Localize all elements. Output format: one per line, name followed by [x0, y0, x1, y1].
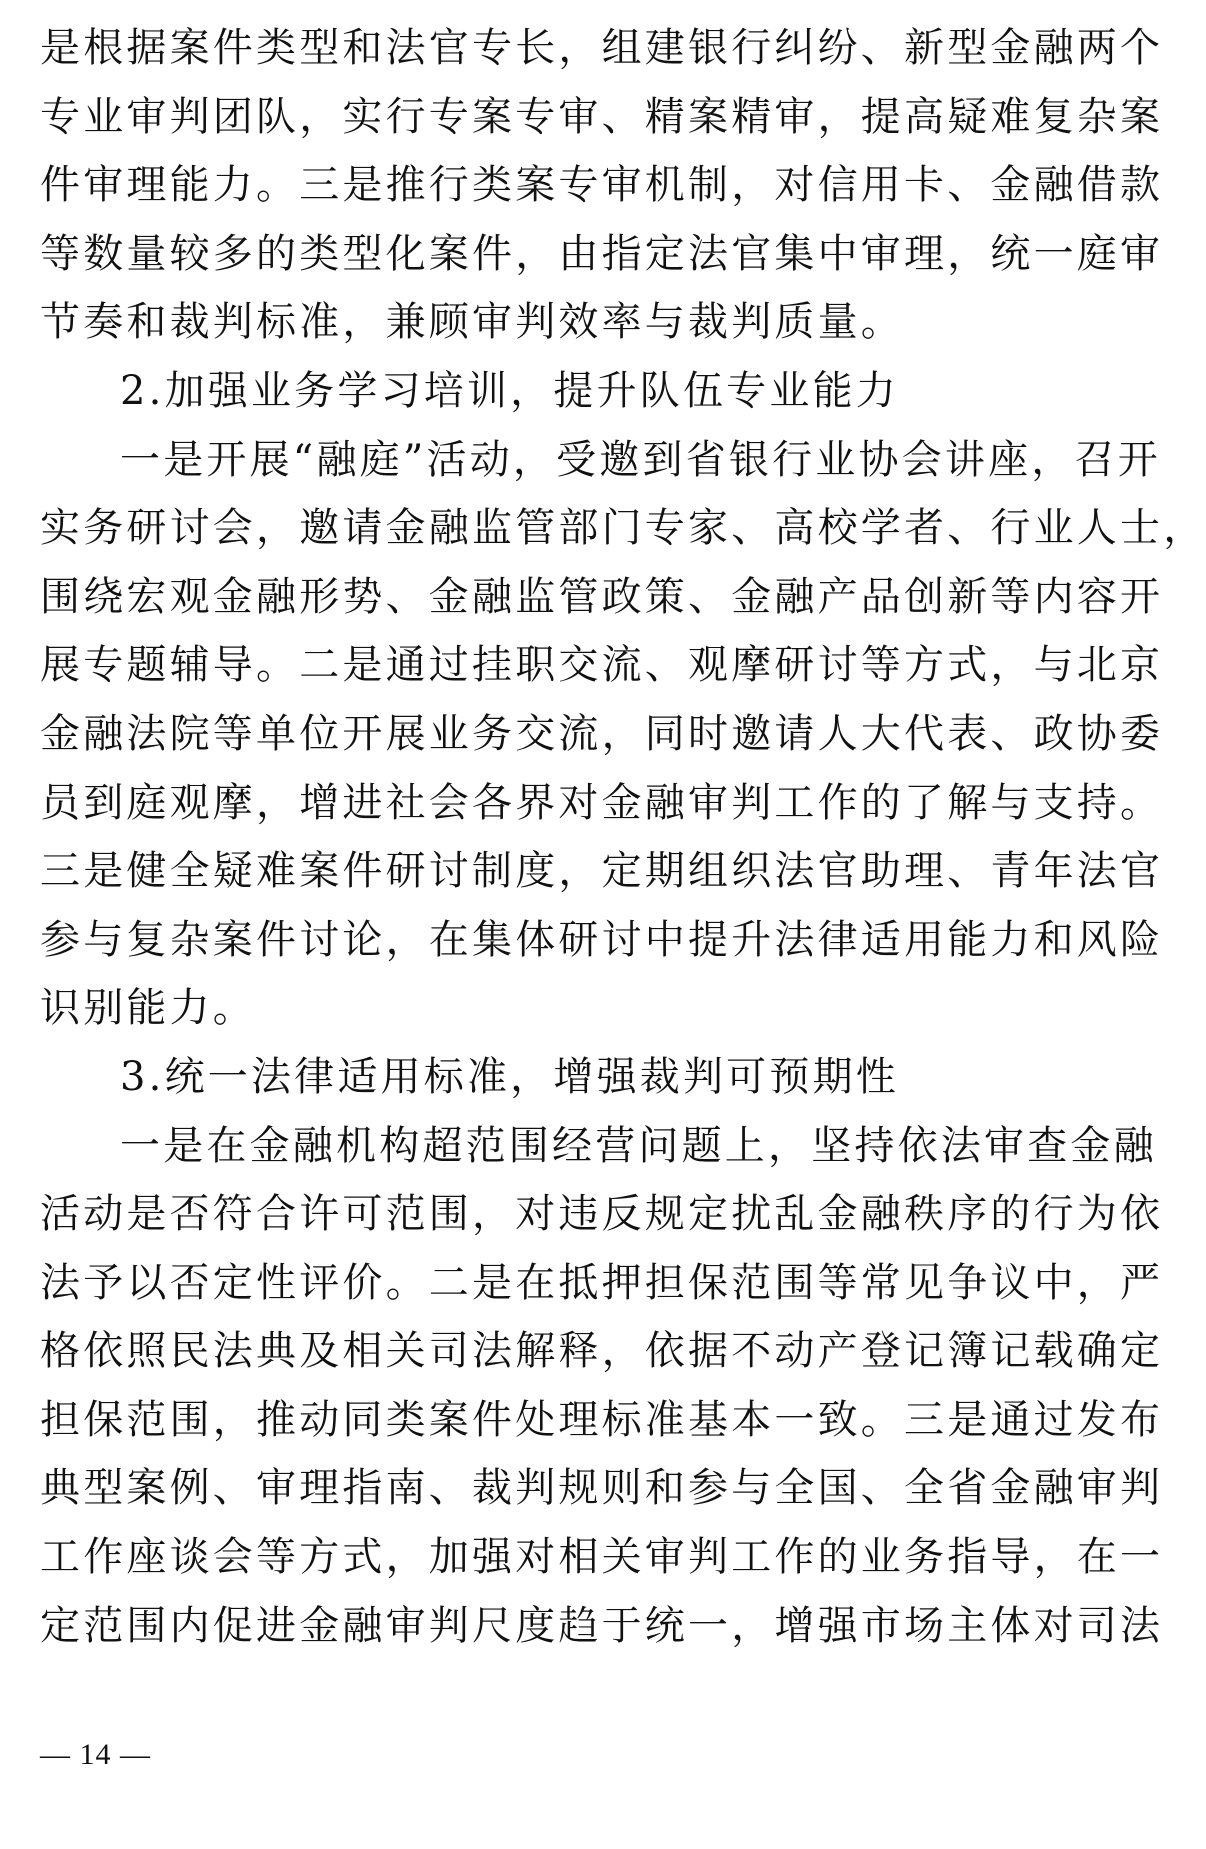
text-line: 工作座谈会等方式，加强对相关审判工作的业务指导，在一 — [40, 1534, 1164, 1581]
text-line: 节奏和裁判标准，兼顾审判效率与裁判质量。 — [40, 299, 904, 346]
text-line: 识别能力。 — [40, 985, 256, 1032]
section-heading-3: 3.统一法律适用标准，增强裁判可预期性 — [120, 1053, 899, 1100]
text-line: 三是健全疑难案件研讨制度，定期组织法官助理、青年法官 — [40, 848, 1164, 895]
text-line: 担保范围，推动同类案件处理标准基本一致。三是通过发布 — [40, 1396, 1164, 1443]
text-line: 件审理能力。三是推行类案专审机制，对信用卡、金融借款 — [40, 162, 1164, 209]
body-text — [40, 14, 1206, 1660]
text-line: 法予以否定性评价。二是在抵押担保范围等常见争议中，严 — [40, 1259, 1164, 1306]
text-line: 定范围内促进金融审判尺度趋于统一，增强市场主体对司法 — [40, 1602, 1164, 1649]
text-line: 活动是否符合许可范围，对违反规定扰乱金融秩序的行为依 — [40, 1191, 1164, 1238]
paragraph-start: 一是开展“融庭”活动，受邀到省银行业协会讲座，召开 — [120, 436, 1161, 483]
text-line: 格依照民法典及相关司法解释，依据不动产登记簿记载确定 — [40, 1328, 1164, 1375]
text-line: 专业审判团队，实行专案专审、精案精审，提高疑难复杂案 — [40, 93, 1164, 140]
paragraph-start: 一是在金融机构超范围经营问题上，坚持依法审查金融 — [120, 1122, 1157, 1169]
text-line: 金融法院等单位开展业务交流，同时邀请人大代表、政协委 — [40, 710, 1164, 757]
text-line: 等数量较多的类型化案件，由指定法官集中审理，统一庭审 — [40, 230, 1164, 277]
text-line: 围绕宏观金融形势、金融监管政策、金融产品创新等内容开 — [40, 573, 1164, 620]
text-line: 员到庭观摩，增进社会各界对金融审判工作的了解与支持。 — [40, 779, 1164, 826]
text-line: 实务研讨会，邀请金融监管部门专家、高校学者、行业人士， — [40, 505, 1206, 552]
text-line: 参与复杂案件讨论，在集体研讨中提升法律适用能力和风险 — [40, 916, 1164, 963]
section-heading-2: 2.加强业务学习培训，提升队伍专业能力 — [120, 367, 899, 414]
text-line: 展专题辅导。二是通过挂职交流、观摩研讨等方式，与北京 — [40, 642, 1164, 689]
text-line: 典型案例、审理指南、裁判规则和参与全国、全省金融审判 — [40, 1465, 1164, 1512]
page-number: — 14 — — [40, 1738, 151, 1771]
text-line: 是根据案件类型和法官专长，组建银行纠纷、新型金融两个 — [40, 25, 1164, 71]
